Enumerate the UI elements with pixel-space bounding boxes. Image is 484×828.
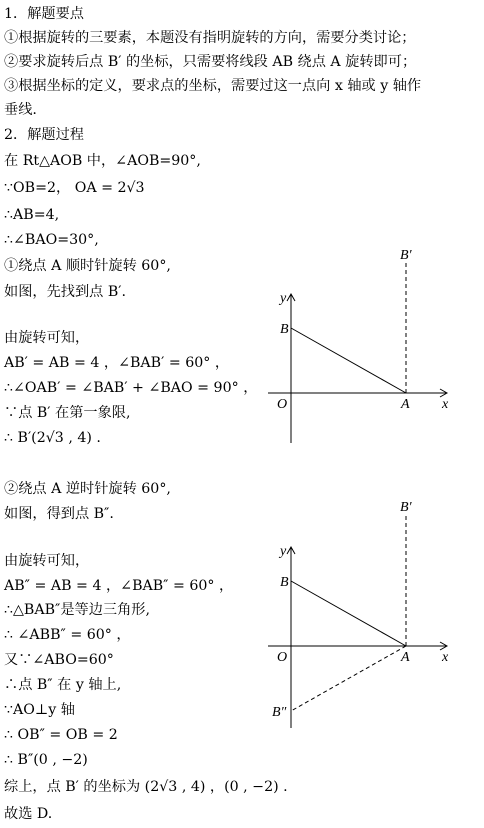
case1-line: ∴∠OAB′ = ∠BAB′ + ∠BAO = 90° ，	[4, 380, 258, 396]
point-A-label: A	[401, 397, 410, 412]
proof-line: ∴AB=4,	[4, 207, 60, 223]
case2-line: ∴△BAB″是等边三角形,	[4, 602, 150, 618]
case1-intro: 如图，先找到点 B′.	[4, 284, 126, 300]
case2-line: ∴ B″(0 , −2)	[4, 752, 88, 768]
proof-line: ∴∠BAO=30°,	[4, 232, 99, 248]
case1-title: ①绕点 A 顺时针旋转 60°,	[4, 258, 171, 274]
section2-heading: 2．解题过程	[4, 127, 84, 143]
case2-title: ②绕点 A 逆时针旋转 60°,	[4, 481, 171, 497]
proof-line: 在 Rt△AOB 中，∠AOB=90°,	[4, 153, 201, 169]
key-point-1: ①根据旋转的三要素，本题没有指明旋转的方向，需要分类讨论；	[4, 30, 416, 46]
point-B-prime-label: B′	[400, 500, 412, 515]
x-axis-label: x	[442, 397, 449, 412]
x-axis-label: x	[442, 650, 449, 665]
figure-1-coordinate-diagram	[260, 240, 480, 450]
y-axis-label: y	[280, 291, 287, 306]
case2-line: 由旋转可知，	[4, 553, 90, 569]
key-point-3-line2: 垂线.	[4, 102, 37, 118]
case2-line: ∴ ∠ABB″ = 60° ，	[4, 627, 131, 643]
point-B-prime-label: B′	[400, 248, 412, 263]
case2-line: ∵AO⊥y 轴	[4, 702, 75, 718]
point-A-label: A	[401, 650, 410, 665]
segment-AB	[291, 328, 406, 393]
case1-line: 由旋转可知，	[4, 330, 90, 346]
section1-heading: 1．解题要点	[4, 6, 84, 22]
key-point-2: ②要求旋转后点 B′ 的坐标，只需要将线段 AB 绕点 A 旋转即可；	[4, 54, 417, 70]
key-point-3-line1: ③根据坐标的定义，要求点的坐标，需要过这一点向 x 轴或 y 轴作	[4, 78, 422, 94]
y-axis-label: y	[280, 544, 287, 559]
case1-line: ∵点 B′ 在第一象限,	[4, 405, 131, 421]
origin-label: O	[277, 397, 288, 412]
summary-line: 综上，点 B′ 的坐标为 (2√3 , 4) ，(0 , −2) .	[4, 779, 288, 795]
segment-AB	[291, 581, 406, 646]
case2-line: 又∵∠ABO=60°	[4, 652, 114, 668]
proof-line: ∵OB=2， OA = 2√3	[4, 180, 145, 196]
case1-line: ∴ B′(2√3 , 4) .	[4, 430, 101, 446]
case1-line: AB′ = AB = 4 ，∠BAB′ = 60° ，	[4, 355, 230, 371]
case2-line: AB″ = AB = 4 ，∠BAB″ = 60° ，	[4, 578, 234, 594]
case2-line: ∴ OB″ = OB = 2	[4, 727, 118, 743]
case2-intro: 如图，得到点 B″.	[4, 506, 114, 522]
origin-label: O	[277, 650, 288, 665]
point-B-label: B	[280, 575, 289, 590]
figure-2-coordinate-diagram	[260, 492, 480, 732]
answer-line: 故选 D.	[4, 806, 53, 822]
point-B-label: B	[280, 322, 289, 337]
segment-AB-double-prime	[291, 646, 406, 711]
point-B-double-prime-label: B″	[272, 705, 287, 720]
case2-line: ∴点 B″ 在 y 轴上,	[4, 677, 122, 693]
